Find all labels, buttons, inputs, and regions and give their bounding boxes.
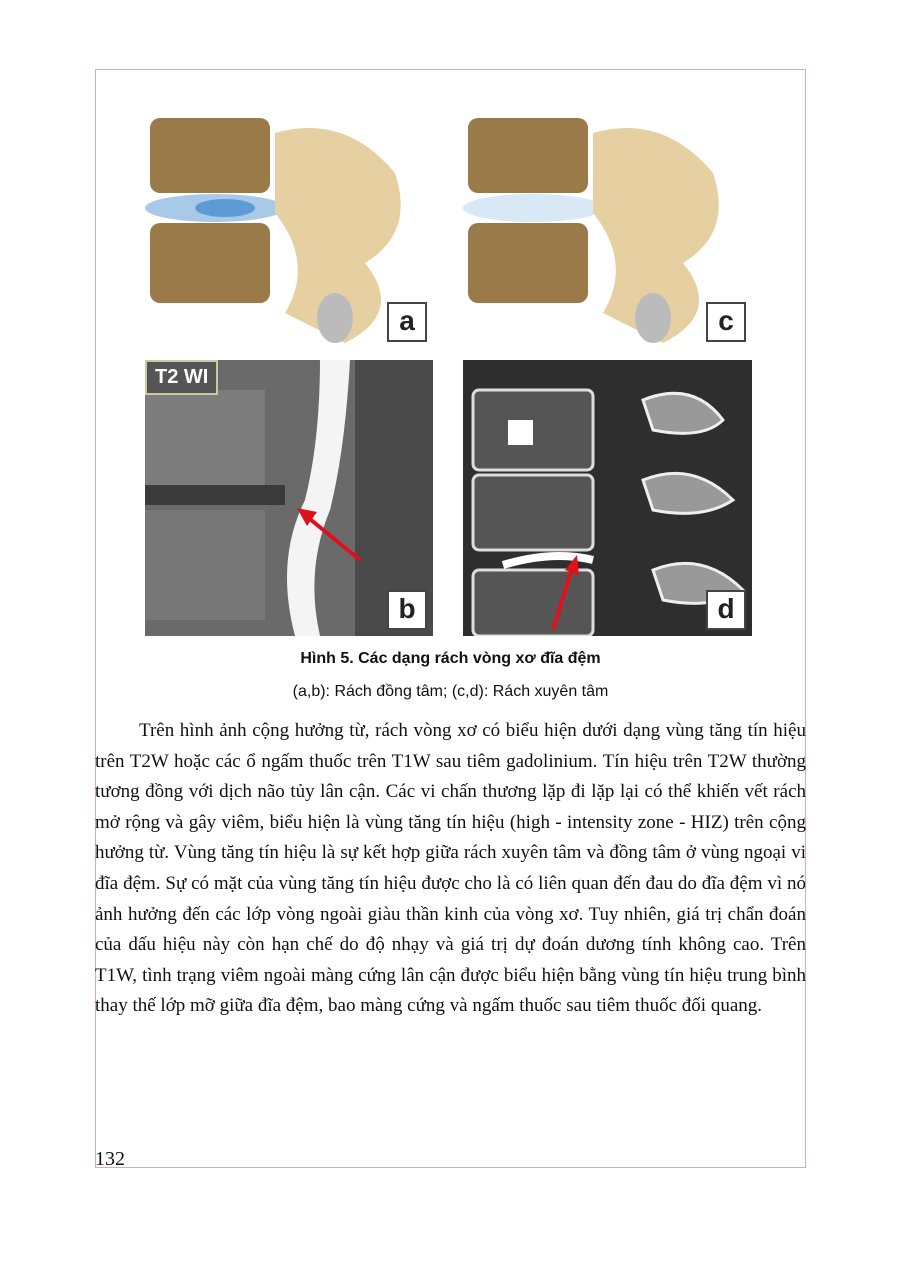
panel-label-d: d <box>706 590 746 630</box>
panel-label-b: b <box>387 590 427 630</box>
panel-label-a: a <box>387 302 427 342</box>
figure-caption-subtitle: (a,b): Rách đồng tâm; (c,d): Rách xuyên tâm <box>292 683 609 700</box>
figure-panel-c-illustration <box>463 113 752 348</box>
page-number: 132 <box>95 1148 125 1170</box>
figure-panel-d-ct <box>463 360 752 636</box>
panel-label-c: c <box>706 302 746 342</box>
figure-caption-title: Hình 5. Các dạng rách vòng xơ đĩa đệm <box>300 650 601 667</box>
figure-panel-b-mri <box>145 360 433 636</box>
mri-sequence-label: T2 WI <box>145 360 218 395</box>
body-paragraph: Trên hình ảnh cộng hưởng từ, rách vòng xơ có biểu hiện dưới dạng vùng tăng tín hiệu trên T2W hoặc các ổ ngấm thuốc trên T1W sau tiêm gadolinium. Tín hiệu trên T2W thường tương đồng với dịch não tủy lân cận. Các vi chấn thương lặp đi lặp lại có thể khiến vết rách mở rộng và gây viêm, biểu hiện là vùng tăng tín hiệu (high - intensity zone - HIZ) trên cộng hưởng từ. Vùng tăng tín hiệu là sự kết hợp giữa rách xuyên tâm và đồng tâm ở vùng ngoại vi đĩa đệm. Sự có mặt của vùng tăng tín hiệu được cho là có liên quan đến đau do đĩa đệm vì nó ảnh hưởng đến các lớp vòng ngoài giàu thần kinh của vòng xơ. Tuy nhiên, giá trị chẩn đoán của dấu hiệu này còn hạn chế do độ nhạy và giá trị dự đoán dương tính không cao. Trên T1W, tình trạng viêm ngoài màng cứng lân cận được biểu hiện bằng vùng tín hiệu trung bình thay thế lớp mỡ giữa đĩa đệm, bao màng cứng và ngấm thuốc sau tiêm thuốc đối quang. <box>95 720 806 1017</box>
figure-panel-a-illustration <box>145 113 433 348</box>
